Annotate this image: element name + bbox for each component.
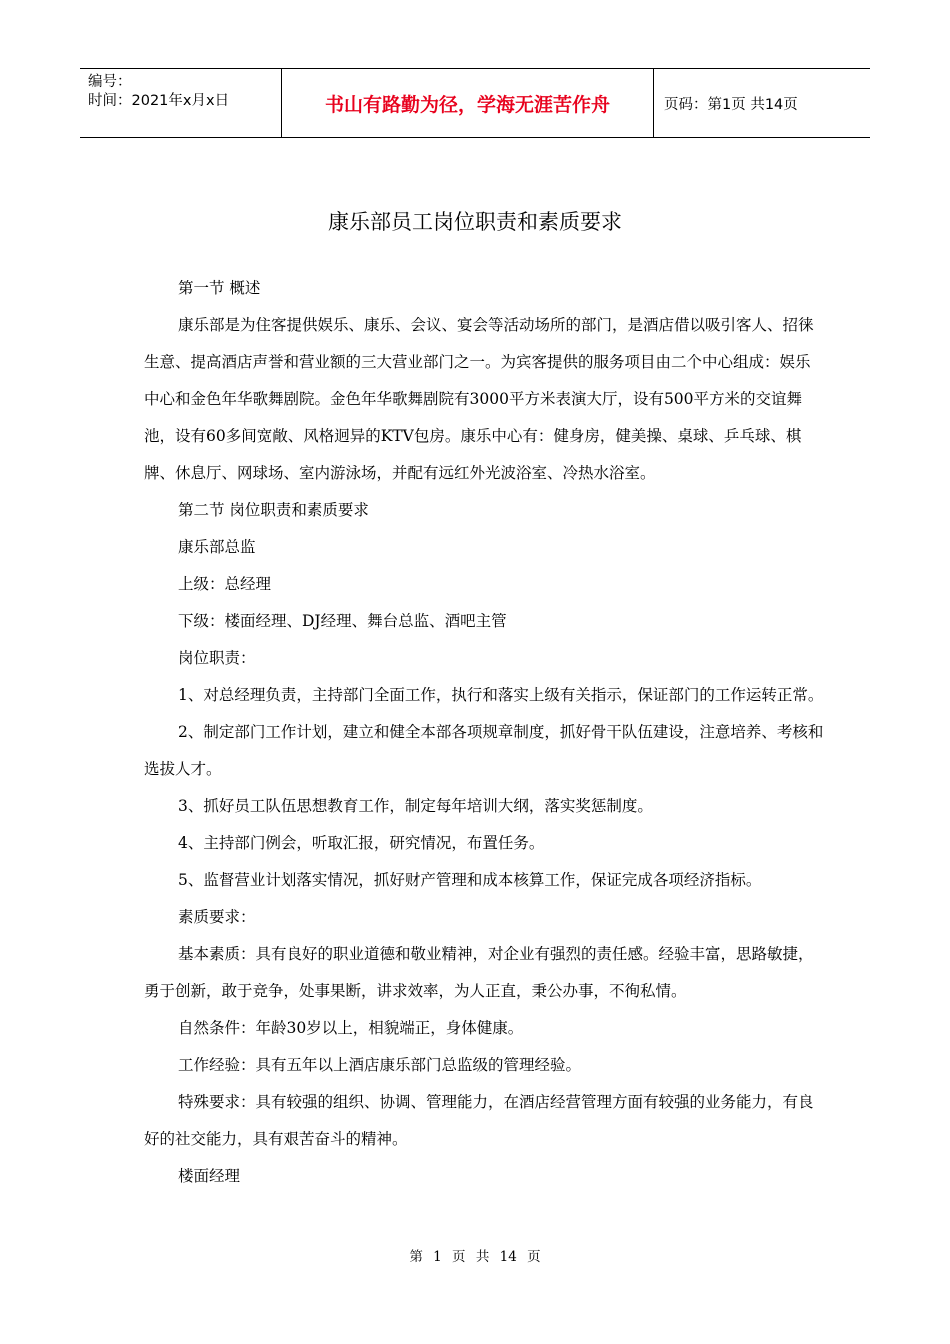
superior-line: 上级：总经理 [178,575,272,593]
duty-item: 3、抓好员工队伍思想教育工作，制定每年培训大纲，落实奖惩制度。 [178,797,653,815]
position-title: 康乐部总监 [178,538,256,556]
date-label: 时间：2021年x月x日 [88,93,230,109]
header-page-info: 页码：第1页 共14页 [664,96,798,113]
requirement-item: 自然条件：年龄30岁以上，相貌端正，身体健康。 [178,1019,524,1037]
document-body [144,270,824,1195]
requirements-heading: 素质要求： [178,908,256,926]
duty-item: 2、制定部门工作计划，建立和健全本部各项规章制度，抓好骨干队伍建设，注意培养、考核和选拔人才。 [144,723,824,778]
position-title: 楼面经理 [178,1167,241,1185]
requirement-item: 基本素质：具有良好的职业道德和敬业精神，对企业有强烈的责任感。经验丰富，思路敏捷，勇于创新，敢于竞争，处事果断，讲求效率，为人正直，秉公办事，不徇私情。 [144,945,814,1000]
number-label: 编号： [88,74,132,90]
section-heading-2: 第二节 岗位职责和素质要求 [178,501,369,519]
duties-heading: 岗位职责： [178,649,256,667]
requirement-item: 工作经验：具有五年以上酒店康乐部门总监级的管理经验。 [178,1056,582,1074]
requirement-item: 特殊要求：具有较强的组织、协调、管理能力，在酒店经营管理方面有较强的业务能力，有良好的社交能力，具有艰苦奋斗的精神。 [144,1093,814,1148]
duty-item: 4、主持部门例会，听取汇报，研究情况，布置任务。 [178,834,545,852]
duty-item: 5、监督营业计划落实情况，抓好财产管理和成本核算工作，保证完成各项经济指标。 [178,871,762,889]
duty-item: 1、对总经理负责，主持部门全面工作，执行和落实上级有关指示，保证部门的工作运转正常。 [178,686,824,704]
document-header [80,68,870,138]
subordinate-line: 下级：楼面经理、DJ经理、舞台总监、酒吧主管 [178,612,507,630]
overview-paragraph: 康乐部是为住客提供娱乐、康乐、会议、宴会等活动场所的部门，是酒店借以吸引客人、招徕生意、提高酒店声誉和营业额的三大营业部门之一。为宾客提供的服务项目由二个中心组成：娱乐中心和金色年华歌舞剧院。金色年华歌舞剧院有3000平方米表演大厅，设有500平方米的交谊舞池，设有60多间宽敞、风格迥异的KTV包房。康乐中心有：健身房，健美操、桌球、乒乓球、棋牌、休息厅、网球场、室内游泳场，并配有远红外光波浴室、冷热水浴室。 [144,316,814,482]
header-motto: 书山有路勤为径，学海无涯苦作舟 [282,69,654,137]
header-meta [80,69,282,137]
document-title: 康乐部员工岗位职责和素质要求 [328,210,622,234]
page-footer: 第 1 页 共 14 页 [409,1249,541,1265]
section-heading-1: 第一节 概述 [178,279,261,297]
